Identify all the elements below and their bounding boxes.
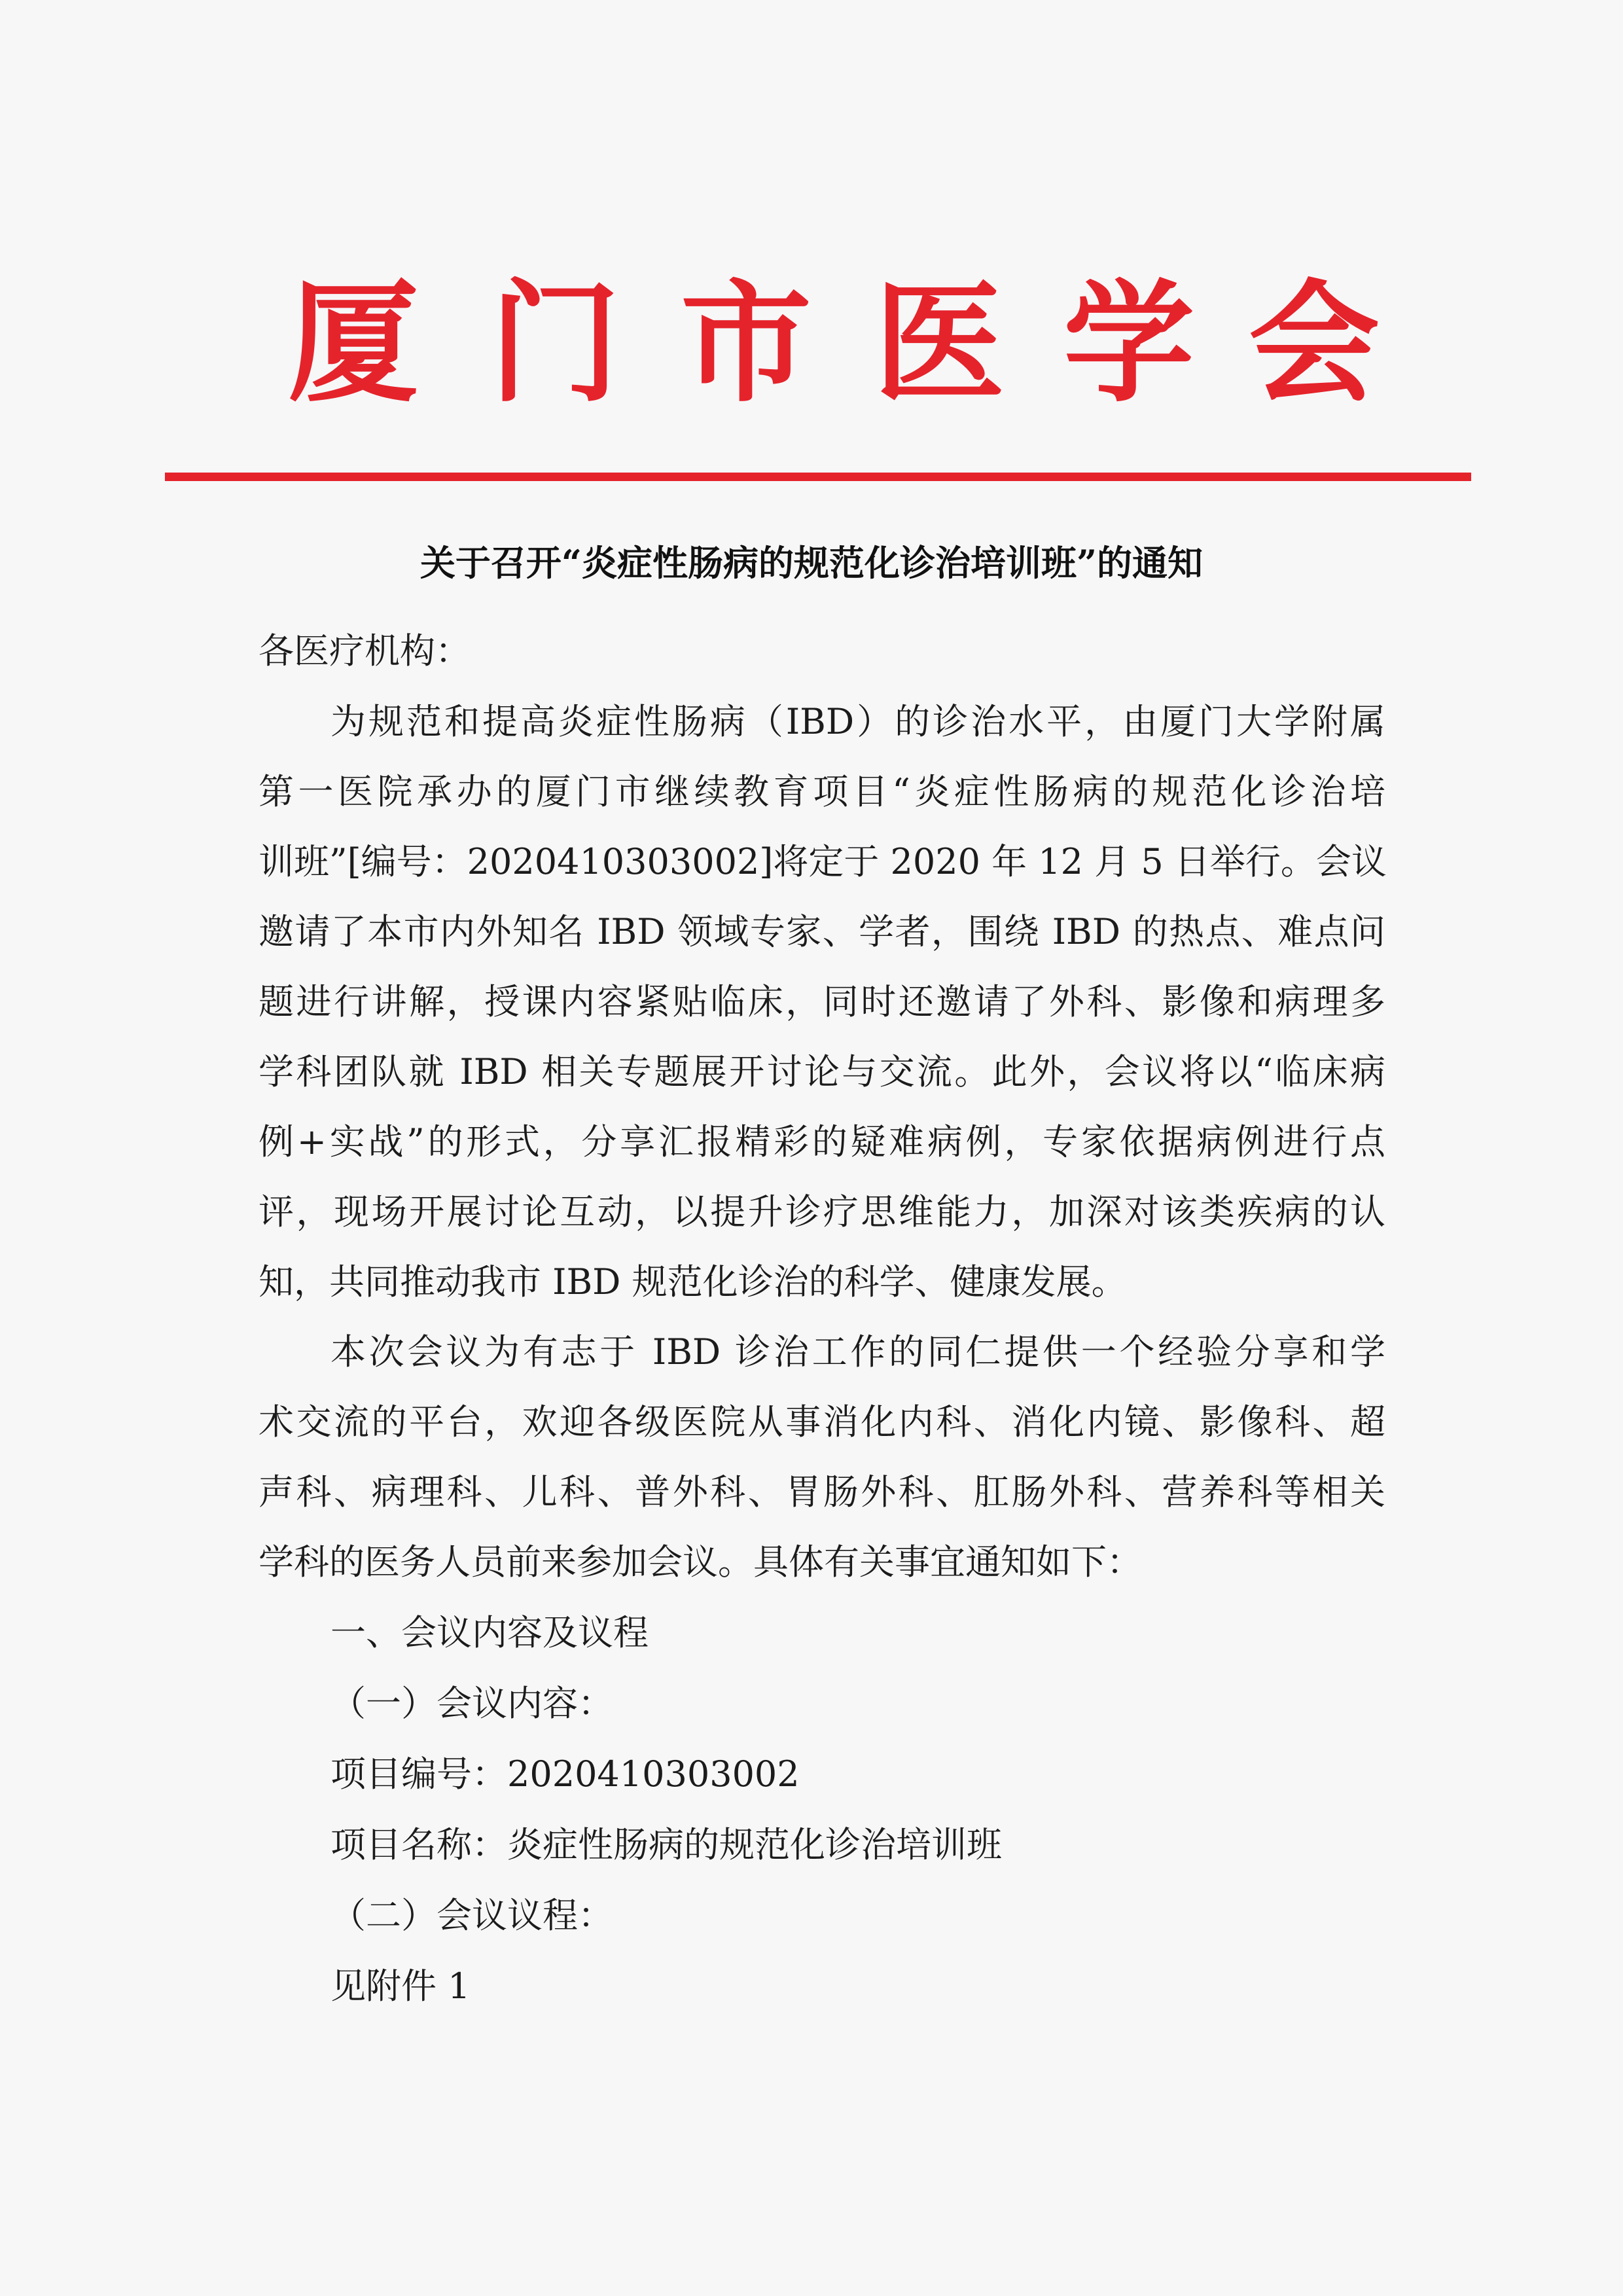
- masthead: [0, 268, 1623, 419]
- body-line: 知，共同推动我市 IBD 规范化诊治的科学、健康发展。: [259, 1261, 1127, 1302]
- body-line: 例+实战”的形式，分享汇报精彩的疑难病例，专家依据病例进行点: [259, 1121, 1385, 1162]
- masthead-char: 门: [490, 266, 621, 420]
- subsection-heading: （二）会议议程：: [330, 1895, 613, 1936]
- section-heading: 一、会议内容及议程: [330, 1612, 649, 1653]
- body-line: 训班”[编号：2020410303002]将定于 2020 年 12 月 5 日举行。会议: [259, 841, 1387, 882]
- body-line: 题进行讲解，授课内容紧贴临床，同时还邀请了外科、影像和病理多: [259, 981, 1385, 1022]
- body-line: 为规范和提高炎症性肠病（IBD）的诊治水平，由厦门大学附属: [330, 701, 1385, 742]
- attachment-reference: 见附件 1: [330, 1965, 471, 2007]
- body-line: 第一医院承办的厦门市继续教育项目“炎症性肠病的规范化诊治培: [259, 771, 1385, 812]
- red-divider-line: [165, 473, 1471, 481]
- masthead-char: 厦: [288, 266, 419, 420]
- project-number: 项目编号：2020410303002: [330, 1753, 800, 1795]
- salutation: 各医疗机构：: [259, 630, 471, 672]
- body-line: 学科团队就 IBD 相关专题展开讨论与交流。此外，会议将以“临床病: [259, 1051, 1385, 1092]
- body-line: 声科、病理科、儿科、普外科、胃肠外科、肛肠外科、营养科等相关: [259, 1471, 1385, 1513]
- body-line: 学科的医务人员前来参加会议。具体有关事宜通知如下：: [259, 1541, 1142, 1583]
- body-line: 术交流的平台，欢迎各级医院从事消化内科、消化内镜、影像科、超: [259, 1401, 1385, 1443]
- notice-title: 关于召开“炎症性肠病的规范化诊治培训班”的通知: [419, 542, 1204, 584]
- masthead-char: 医: [874, 266, 1005, 420]
- body-line: 本次会议为有志于 IBD 诊治工作的同仁提供一个经验分享和学: [330, 1331, 1385, 1372]
- masthead-char: 会: [1249, 266, 1380, 420]
- masthead-char: 学: [1063, 266, 1195, 420]
- project-name: 项目名称：炎症性肠病的规范化诊治培训班: [330, 1824, 1002, 1865]
- masthead-char: 市: [681, 266, 812, 420]
- subsection-heading: （一）会议内容：: [330, 1683, 613, 1724]
- body-line: 邀请了本市内外知名 IBD 领域专家、学者，围绕 IBD 的热点、难点问: [259, 911, 1385, 952]
- body-line: 评，现场开展讨论互动，以提升诊疗思维能力，加深对该类疾病的认: [259, 1191, 1385, 1232]
